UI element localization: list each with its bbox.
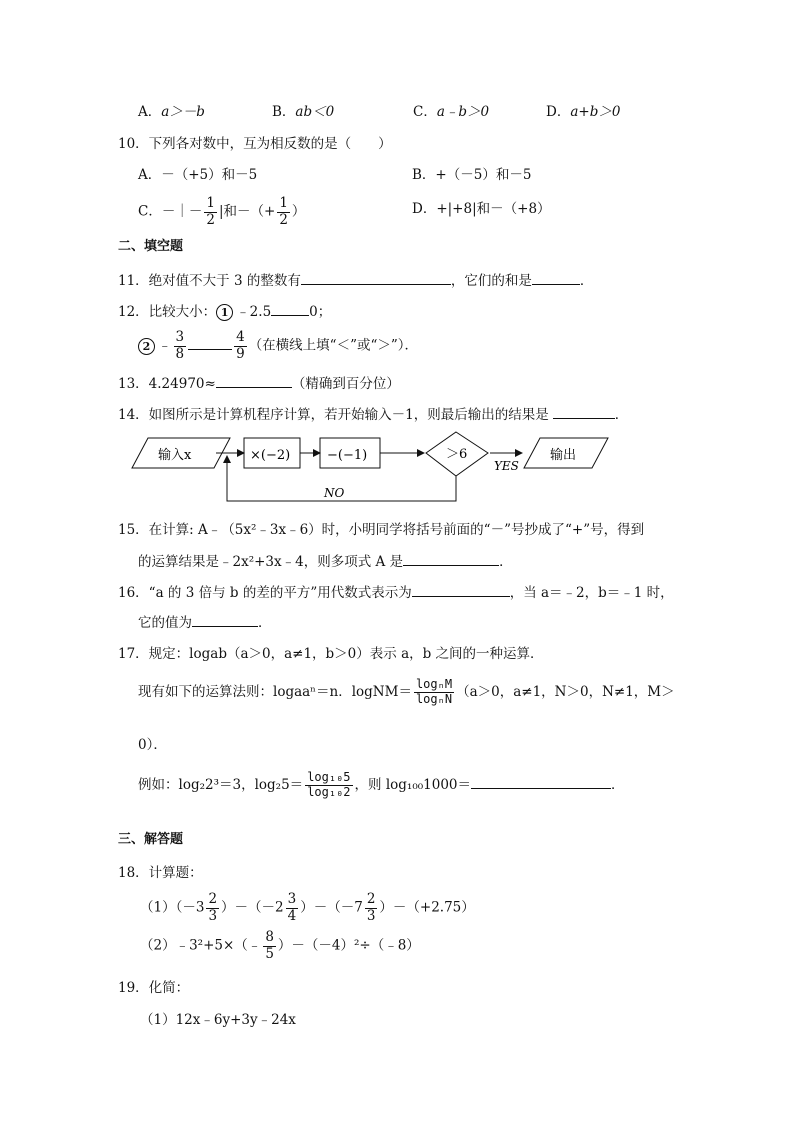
subtract-label: −(−1) bbox=[327, 448, 368, 463]
fraction bbox=[305, 771, 352, 800]
denominator: 5 bbox=[265, 945, 274, 962]
q14 bbox=[118, 406, 628, 423]
q12-value: ﹣2.5 bbox=[236, 304, 272, 320]
fraction bbox=[365, 892, 378, 924]
q11 bbox=[118, 272, 593, 289]
section-heading-answer: 三、解答题 bbox=[118, 832, 184, 847]
output-label: 输出 bbox=[550, 448, 577, 463]
numerator: 2 bbox=[366, 891, 376, 907]
fraction bbox=[206, 892, 219, 924]
numerator: log₁₀5 bbox=[307, 770, 351, 784]
q14-text: 14．如图所示是计算机程序计算，若开始输入－1，则最后输出的结果是 bbox=[118, 407, 549, 423]
negative-sign: ﹣ bbox=[158, 337, 172, 354]
q16-line1 bbox=[118, 584, 674, 601]
q17-example-text: 例如：log₂2³＝3，log₂5＝ bbox=[138, 776, 304, 793]
q14-end: ． bbox=[614, 407, 629, 423]
answer-blank[interactable] bbox=[192, 614, 258, 627]
expr-part: （1）（－3 bbox=[140, 899, 205, 916]
option-text: a+b＞0 bbox=[570, 104, 621, 120]
answer-blank[interactable] bbox=[216, 375, 292, 388]
option-c-mid: |和－（+ bbox=[218, 203, 276, 220]
expr-part: （2）﹣3²+5×（﹣ bbox=[140, 937, 262, 954]
q19-stem: 19．化简： bbox=[118, 980, 190, 996]
option-c-prefix: C．－｜－ bbox=[138, 203, 203, 220]
answer-blank[interactable] bbox=[553, 406, 615, 419]
numerator: 3 bbox=[175, 329, 185, 345]
q17-line1: 17．规定：logab（a＞0，a≠1，b＞0）表示 a，b 之间的一种运算． bbox=[118, 646, 544, 662]
denominator: 9 bbox=[236, 345, 245, 362]
denominator: log₁₀2 bbox=[307, 784, 351, 799]
numerator: 8 bbox=[265, 929, 274, 945]
input-label: 输入x bbox=[158, 448, 192, 463]
q11-mid: ，它们的和是 bbox=[450, 273, 532, 289]
numerator: logₙM bbox=[415, 677, 453, 691]
q17-line2 bbox=[138, 678, 675, 707]
q18-part2 bbox=[140, 930, 420, 962]
option-letter: C． bbox=[413, 104, 437, 120]
numerator: 2 bbox=[208, 891, 218, 907]
answer-blank[interactable] bbox=[188, 337, 232, 350]
q17-line3: 0）． bbox=[138, 737, 167, 753]
program-flowchart bbox=[130, 430, 610, 510]
q16-text: 它的值为 bbox=[138, 615, 192, 631]
numerator: 4 bbox=[236, 329, 245, 345]
answer-blank[interactable] bbox=[412, 584, 510, 597]
q18-part1 bbox=[140, 892, 475, 924]
q15-line1: 15．在计算: A﹣（5x²﹣3x﹣6）时，小明同学将括号前面的“－”号抄成了“+”号，得到 bbox=[118, 522, 645, 538]
q18-stem: 18．计算题： bbox=[118, 865, 203, 881]
fraction bbox=[286, 892, 299, 924]
q12-instruction: （在横线上填“＜”或“＞”）． bbox=[248, 337, 419, 354]
q17-end: ． bbox=[611, 776, 625, 793]
q16-text: 16．“a 的 3 倍与 b 的差的平方”用代数式表示为 bbox=[118, 585, 412, 601]
q17-question: ，则 log₁₀₀1000＝ bbox=[354, 776, 472, 793]
answer-blank[interactable] bbox=[471, 776, 611, 789]
option-letter: B． bbox=[272, 104, 296, 120]
option-text: a﹣b＞0 bbox=[436, 104, 490, 120]
condition-label: ＞6 bbox=[446, 447, 468, 462]
section-heading-fill-in: 二、填空题 bbox=[118, 239, 184, 254]
expr-part: ）－（－7 bbox=[300, 899, 363, 916]
answer-blank[interactable] bbox=[301, 272, 451, 285]
fraction bbox=[277, 196, 290, 228]
q17-rule-text: 现有如下的运算法则：logaaⁿ＝n．logNM＝ bbox=[138, 683, 412, 700]
denominator: logₙN bbox=[415, 691, 453, 706]
q16-end: ． bbox=[258, 615, 272, 631]
numerator: 3 bbox=[287, 891, 297, 907]
q11-end: ． bbox=[579, 273, 594, 289]
q10-stem: 10．下列各对数中，互为相反数的是（ ） bbox=[118, 136, 392, 152]
option-letter: A． bbox=[138, 104, 162, 120]
no-label: NO bbox=[324, 486, 345, 500]
option-text: ab＜0 bbox=[295, 104, 335, 120]
option-letter: D． bbox=[546, 104, 571, 120]
q9-option-b bbox=[272, 104, 334, 120]
denominator: 2 bbox=[279, 211, 288, 228]
answer-blank[interactable] bbox=[403, 553, 499, 566]
q17-line4 bbox=[138, 771, 625, 800]
q15-text: 的运算结果是﹣2x²+3x﹣4，则多项式 A 是 bbox=[138, 554, 404, 570]
denominator: 2 bbox=[206, 211, 215, 228]
expr-part: ）－（－4）²÷（﹣8） bbox=[277, 937, 420, 954]
q12-line1 bbox=[118, 303, 331, 321]
q19-part1: （1）12x﹣6y+3y﹣24x bbox=[140, 1012, 296, 1028]
numerator: 1 bbox=[279, 195, 288, 211]
q10-option-b: B．+（－5）和－5 bbox=[412, 167, 532, 183]
q9-option-c bbox=[413, 104, 489, 120]
answer-blank[interactable] bbox=[532, 272, 580, 285]
q16-end: ，当 a＝﹣2，b＝﹣1 时， bbox=[509, 585, 674, 601]
expr-part: ）－（+2.75） bbox=[379, 899, 475, 916]
fraction bbox=[174, 330, 187, 362]
denominator: 8 bbox=[175, 345, 185, 362]
numerator: 1 bbox=[206, 195, 215, 211]
yes-label: YES bbox=[494, 459, 519, 473]
fraction bbox=[414, 678, 454, 707]
q9-option-a bbox=[138, 104, 205, 120]
q16-line2 bbox=[138, 614, 272, 631]
fraction bbox=[204, 196, 217, 228]
q15-line2 bbox=[138, 553, 513, 570]
q10-option-a: A．－（+5）和－5 bbox=[138, 167, 258, 183]
q12-line2 bbox=[138, 330, 418, 362]
q10-option-c bbox=[138, 196, 305, 228]
circled-number: 2 bbox=[138, 338, 155, 355]
q15-end: ． bbox=[499, 554, 513, 570]
q13-text: 13．4.24970≈ bbox=[118, 376, 216, 392]
q11-text: 11．绝对值不大于 3 的整数有 bbox=[118, 273, 301, 289]
option-text: a＞－b bbox=[161, 104, 205, 120]
q9-option-d bbox=[546, 104, 620, 120]
fraction bbox=[263, 930, 276, 962]
circled-number: 1 bbox=[216, 304, 233, 321]
q17-conditions: （a＞0，a≠1，N＞0，N≠1，M＞ bbox=[456, 683, 675, 700]
q12-end: 0； bbox=[309, 304, 332, 320]
expr-part: ）－（－2 bbox=[221, 899, 284, 916]
option-c-suffix: ） bbox=[291, 203, 306, 220]
q10-option-d: D．+|+8|和－（+8） bbox=[412, 201, 551, 217]
fraction bbox=[234, 330, 247, 362]
denominator: 4 bbox=[287, 907, 297, 924]
q13 bbox=[118, 375, 400, 392]
q13-end: （精确到百分位） bbox=[291, 376, 400, 392]
q12-prefix: 12．比较大小： bbox=[118, 304, 217, 320]
denominator: 3 bbox=[208, 907, 218, 924]
answer-blank[interactable] bbox=[271, 303, 309, 316]
denominator: 3 bbox=[366, 907, 376, 924]
multiply-label: ×(−2) bbox=[250, 448, 291, 463]
